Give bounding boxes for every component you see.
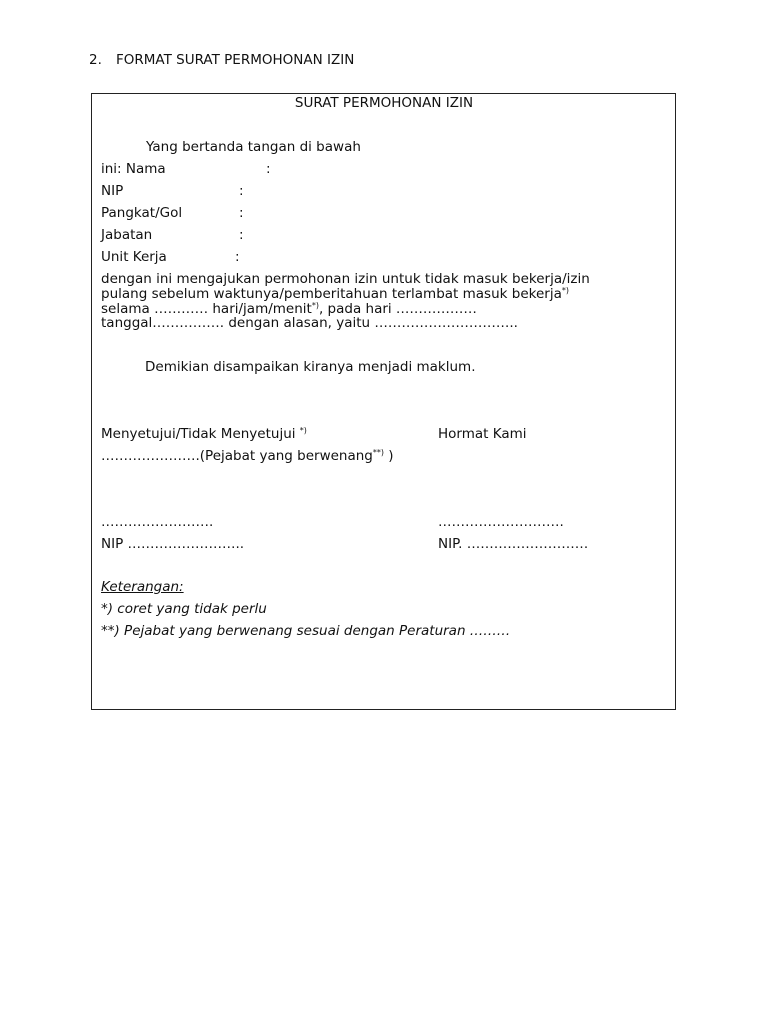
note-1: *) coret yang tidak perlu: [101, 601, 267, 617]
section-title: FORMAT SURAT PERMOHONAN IZIN: [116, 52, 355, 68]
field-nip-colon: :: [239, 183, 244, 199]
footnote-mark: *): [311, 300, 319, 310]
intro-line: Yang bertanda tangan di bawah: [146, 139, 361, 155]
official-line-text: ………………….(Pejabat yang berwenang: [101, 448, 373, 464]
field-nama-label: ini: Nama: [101, 161, 166, 177]
nip-right: NIP. ………………………: [438, 536, 589, 552]
field-pangkat-label: Pangkat/Gol: [101, 205, 183, 221]
request-line-3-text-b: , pada hari ………………: [318, 300, 477, 317]
section-heading: [89, 54, 354, 68]
field-jabatan: [101, 229, 301, 243]
nip-left: NIP ……………………..: [101, 536, 245, 552]
closing-sentence: Demikian disampaikan kiranya menjadi maklum.: [145, 359, 476, 375]
official-line-close: ): [384, 448, 394, 464]
official-line: [101, 450, 394, 464]
field-jabatan-colon: :: [239, 227, 244, 243]
request-line-3: [101, 302, 671, 317]
signature-line-left: …………………….: [101, 514, 214, 530]
notes-heading: Keterangan:: [101, 579, 184, 595]
approval-label-text: Menyetujui/Tidak Menyetujui: [101, 426, 300, 442]
field-nama: [101, 163, 301, 177]
section-number: 2.: [89, 52, 102, 68]
footnote-mark: *): [299, 426, 307, 435]
footnote-mark: *): [561, 285, 569, 295]
regards-label: Hormat Kami: [438, 426, 527, 442]
field-unit-kerja: [101, 251, 301, 265]
field-nama-colon: :: [266, 161, 271, 177]
field-pangkat-colon: :: [239, 205, 244, 221]
field-nip: [101, 185, 301, 199]
field-unit-kerja-label: Unit Kerja: [101, 249, 167, 265]
request-line-4: tanggal……………. dengan alasan, yaitu …………………………..: [101, 315, 518, 332]
request-line-2-text: pulang sebelum waktunya/pemberitahuan terlambat masuk bekerja: [101, 285, 562, 302]
field-unit-kerja-colon: :: [235, 249, 240, 265]
request-paragraph: [101, 272, 671, 331]
letter-title: SURAT PERMOHONAN IZIN: [294, 95, 474, 111]
field-jabatan-label: Jabatan: [101, 227, 153, 243]
signature-line-right: ……………………….: [438, 514, 564, 530]
request-line-3-text-a: selama ………… hari/jam/menit: [101, 300, 312, 317]
approval-label: [101, 428, 307, 442]
field-nip-label: NIP: [101, 183, 124, 199]
request-line-2: [101, 287, 671, 302]
field-pangkat: [101, 207, 301, 221]
footnote-mark: **): [372, 448, 385, 457]
request-line-1: dengan ini mengajukan permohonan izin untuk tidak masuk bekerja/izin: [101, 271, 590, 287]
note-2: **) Pejabat yang berwenang sesuai dengan Peraturan ………: [101, 623, 511, 639]
